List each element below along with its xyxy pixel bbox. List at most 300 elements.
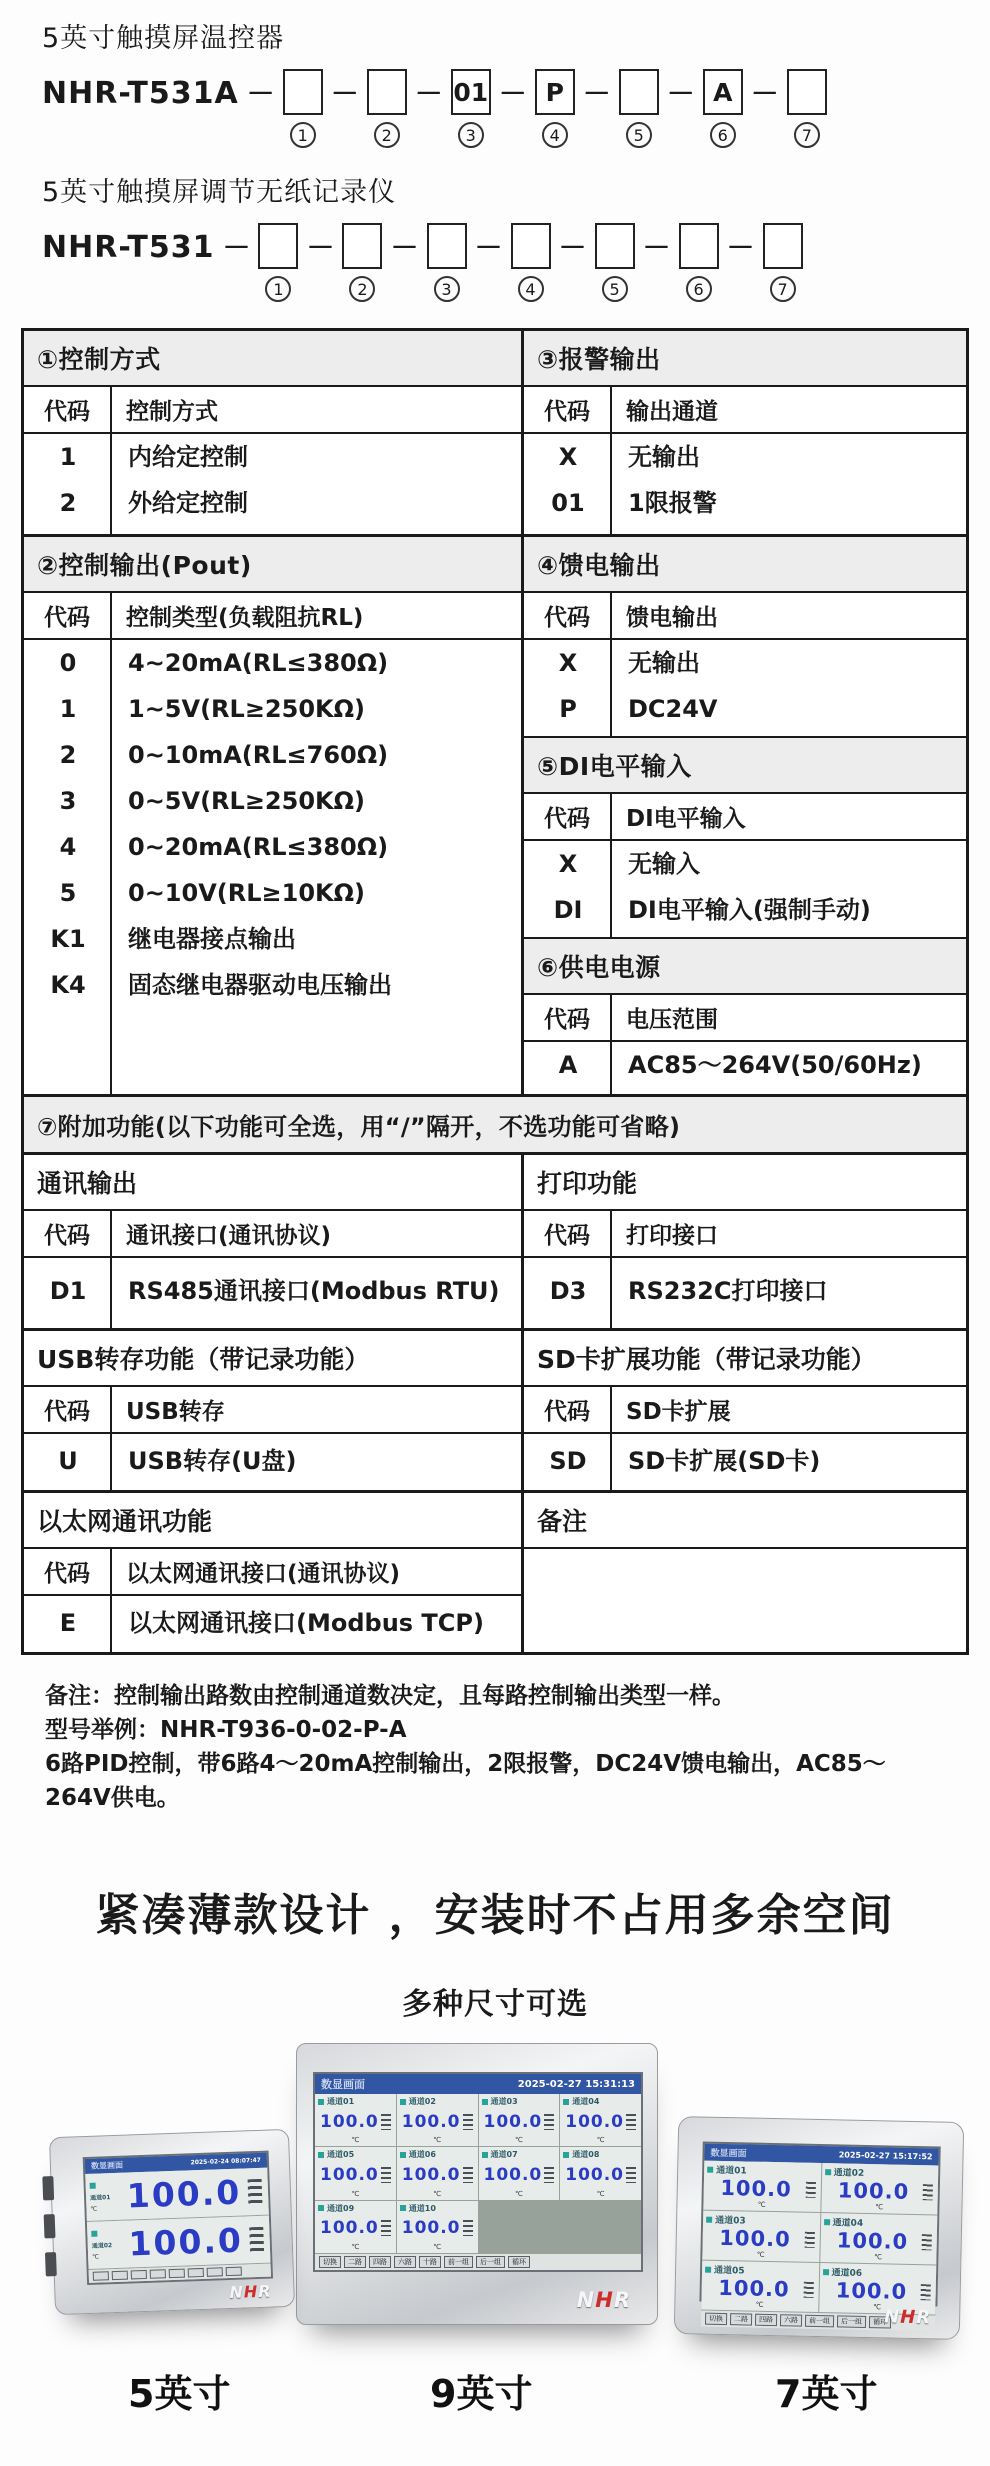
spec-row: [524, 480, 966, 526]
bargraph-icon: [804, 2232, 814, 2248]
spec-desc: 固态继电器驱动电压输出: [128, 971, 392, 999]
spec-code: 4: [59, 833, 77, 861]
screen-timestamp: 2025-02-27 15:17:52: [838, 2150, 933, 2162]
screen-button: 切换: [705, 2313, 727, 2325]
code-header: 代码: [24, 593, 112, 638]
screen-button: [93, 2271, 109, 2281]
column-divider: [610, 1042, 612, 1094]
nhr-logo: [884, 2306, 931, 2328]
column-divider: [110, 434, 112, 534]
screen-title: 数显画面: [321, 2078, 365, 2091]
channel-value: 100.0: [718, 2275, 790, 2302]
spec-row: [524, 1258, 966, 1324]
model-unit: [467, 223, 551, 302]
section-power-supply: [524, 937, 966, 1094]
spec-rows: [524, 434, 966, 534]
channel-badge-icon: [563, 2099, 569, 2105]
logo-letter-r: R: [916, 2307, 932, 2329]
spec-desc: 继电器接点输出: [128, 925, 296, 953]
channel-value: 100.0: [720, 2175, 793, 2202]
section-alarm-output: [524, 331, 966, 534]
code-header: 代码: [524, 387, 612, 432]
channel-cell: [397, 2201, 478, 2253]
spec-row: [24, 732, 521, 778]
screen-button: 四路: [369, 2256, 391, 2268]
screen-button: 十路: [419, 2256, 441, 2268]
device-5inch: [49, 2129, 295, 2315]
model-box: [787, 69, 827, 115]
screen-button: [131, 2270, 147, 2280]
column-divider: [610, 434, 612, 534]
spec-row: [24, 870, 521, 916]
spec-desc: AC85～264V(50/60Hz): [628, 1051, 922, 1079]
model-unit: [323, 69, 407, 148]
screen-button: 切换: [319, 2256, 341, 2268]
desc-header: 输出通道: [626, 399, 718, 425]
model-dash: －: [222, 231, 251, 264]
column-divider: [110, 1596, 112, 1652]
logo-letter-h: H: [243, 2282, 259, 2302]
spec-code: 01: [551, 489, 585, 517]
terminal-connector: [45, 2252, 57, 2276]
model-box: P: [535, 69, 575, 115]
spec-row: [24, 962, 521, 1008]
product-title-controller: 5英寸触摸屏温控器: [42, 23, 285, 54]
logo-letter-h: H: [899, 2306, 917, 2329]
spec-code: K4: [50, 971, 86, 999]
channel-badge-icon: [824, 2219, 830, 2225]
bargraph-icon: [249, 2226, 264, 2252]
channel-label: 通道08: [572, 2150, 600, 2160]
channel-unit: ℃: [596, 2189, 605, 2198]
channel-label: 通道06: [408, 2150, 436, 2160]
spec-row: [524, 686, 966, 732]
column-divider: [110, 1258, 112, 1328]
logo-letter-n: N: [576, 2288, 596, 2312]
channel-rows: [85, 2168, 270, 2270]
screen-button: 后一组: [476, 2256, 505, 2268]
spec-row: [24, 1434, 521, 1488]
column-divider: [110, 1434, 112, 1490]
product-title-recorder: 5英寸触摸屏调节无纸记录仪: [42, 177, 397, 208]
channel-badge-icon: [400, 2152, 406, 2158]
screen-title: 数显画面: [90, 2160, 124, 2171]
column-header-row: [524, 1387, 966, 1434]
model-dash: －: [246, 77, 275, 110]
model-prefix: NHR-T531A: [42, 76, 239, 111]
model-dash: －: [306, 231, 335, 264]
spec-rows: [524, 1258, 966, 1328]
spec-code: X: [558, 649, 578, 677]
section-sd: [524, 1331, 966, 1490]
channel-value: 100.0: [565, 2111, 625, 2132]
bargraph-icon: [463, 2220, 473, 2236]
column-header-row: [524, 1211, 966, 1258]
section-title: 打印功能: [524, 1155, 966, 1211]
channel-value: 100.0: [126, 2172, 242, 2216]
channel-unit: ℃: [596, 2136, 605, 2145]
screen-title: 数显画面: [710, 2148, 747, 2160]
model-boxes: [214, 223, 802, 302]
channel-cell: [560, 2147, 641, 2199]
screen-timestamp: 2025-02-24 08:07:47: [190, 2156, 262, 2167]
model-box: [619, 69, 659, 115]
model-box-number: 4: [542, 122, 568, 148]
model-dash: －: [414, 77, 443, 110]
desc-header: 馈电输出: [626, 605, 718, 631]
channel-grid: [315, 2094, 641, 2254]
bargraph-icon: [921, 2284, 931, 2300]
channel-grid: [701, 2161, 938, 2316]
spec-desc: 1~5V(RL≥250KΩ): [128, 695, 365, 723]
spec-row: [24, 778, 521, 824]
spec-code: P: [559, 695, 577, 723]
channel-label: 通道09: [327, 2203, 355, 2213]
nhr-logo: [577, 2288, 631, 2312]
channel-unit: ℃: [756, 2250, 765, 2259]
spec-rows: [24, 434, 521, 534]
desc-header: USB转存: [126, 1399, 225, 1425]
channel-badge-icon: [400, 2099, 406, 2105]
section-control-mode: [24, 331, 521, 534]
spec-row: [24, 1596, 521, 1650]
desc-header: DI电平输入: [626, 806, 746, 832]
spec-rows: [524, 841, 966, 937]
bargraph-icon: [463, 2114, 473, 2130]
model-box-number: 5: [602, 276, 628, 302]
bargraph-icon: [803, 2282, 813, 2298]
channel-label: 通道01: [716, 2165, 747, 2177]
channel-cell: [701, 2261, 819, 2312]
spec-desc: 外给定控制: [128, 489, 248, 517]
model-box-number: 1: [290, 122, 316, 148]
model-box-number: 1: [265, 276, 291, 302]
column-header-row: [524, 794, 966, 841]
section-usb: [24, 1331, 521, 1490]
column-header-row: [24, 387, 521, 434]
section-control-output: [24, 537, 521, 1094]
model-box-number: 7: [794, 122, 820, 148]
spec-code: X: [558, 443, 578, 471]
model-box: [258, 223, 298, 269]
model-line-recorder: [42, 223, 990, 302]
channel-unit: ℃: [755, 2300, 764, 2309]
model-unit: [659, 69, 743, 148]
channel-value: 100.0: [127, 2220, 244, 2264]
channel-cell: [702, 2211, 820, 2262]
spec-desc: 0~10mA(RL≤760Ω): [128, 741, 389, 769]
banner-headline: 紧凑薄款设计 ，安装时不占用多余空间: [95, 1890, 895, 1941]
spec-row: [24, 686, 521, 732]
model-unit: [719, 223, 803, 302]
spec-row: [524, 434, 966, 480]
model-unit: [491, 69, 575, 148]
channel-unit: ℃: [90, 2205, 98, 2213]
spec-desc: 内给定控制: [128, 443, 248, 471]
device-9inch: [296, 2043, 658, 2325]
channel-unit: ℃: [351, 2189, 360, 2198]
spec-table: [21, 328, 969, 1655]
model-unit: [635, 223, 719, 302]
spec-row: [24, 480, 521, 526]
model-unit: [239, 69, 323, 148]
column-header-row: [24, 1387, 521, 1434]
channel-label: 通道02: [91, 2241, 113, 2250]
screen-button: 四路: [755, 2314, 777, 2326]
channel-cell: [703, 2161, 821, 2212]
section-ethernet: [24, 1493, 521, 1652]
channel-label: 通道01: [327, 2097, 355, 2106]
model-unit: [407, 69, 491, 148]
spec-code: K1: [50, 925, 86, 953]
column-divider: [610, 640, 612, 736]
screen-button: 前一组: [444, 2256, 473, 2268]
channel-unit: ℃: [351, 2242, 360, 2251]
spec-row: [524, 1434, 966, 1488]
table-split-2: [24, 537, 966, 1097]
channel-badge-icon: [825, 2169, 831, 2175]
spec-rows: [24, 1434, 521, 1490]
model-dash: －: [390, 231, 419, 264]
channel-badge-icon: [563, 2152, 569, 2158]
channel-label: 通道03: [715, 2215, 746, 2227]
section-title: 备注: [524, 1493, 966, 1549]
spec-code: 5: [59, 879, 77, 907]
spec-code: 3: [59, 787, 77, 815]
model-box-number: 5: [626, 122, 652, 148]
model-box: [342, 223, 382, 269]
desc-header: 通讯接口(通讯协议): [126, 1223, 332, 1249]
spec-desc: 0~10V(RL≥10KΩ): [128, 879, 365, 907]
bargraph-icon: [381, 2114, 391, 2130]
spec-row: [24, 1258, 521, 1324]
screen-button: [112, 2271, 128, 2281]
bargraph-icon: [381, 2220, 391, 2236]
logo-letter-r: R: [257, 2281, 272, 2302]
model-box: [763, 223, 803, 269]
channel-label: 通道01: [89, 2193, 111, 2202]
channel-badge-icon: [823, 2269, 829, 2275]
model-box-number: 3: [458, 122, 484, 148]
channel-label: 通道04: [572, 2097, 600, 2106]
model-box-number: 6: [710, 122, 736, 148]
model-box: [367, 69, 407, 115]
spec-desc: SD卡扩展(SD卡): [628, 1447, 821, 1475]
model-box-number: 4: [518, 276, 544, 302]
spec-code: X: [558, 850, 578, 878]
model-box: [427, 223, 467, 269]
channel-value: 100.0: [401, 2111, 461, 2132]
bargraph-icon: [381, 2167, 391, 2183]
spec-code: U: [58, 1447, 78, 1475]
spec-code: A: [558, 1051, 578, 1079]
screen-button: [207, 2267, 223, 2277]
channel-value: 100.0: [483, 2164, 543, 2185]
channel-label: 通道06: [831, 2268, 863, 2279]
code-header: 代码: [524, 995, 612, 1040]
spec-code: DI: [553, 896, 583, 924]
device-size-label: 7英寸: [775, 2372, 878, 2416]
column-header-row: [24, 1211, 521, 1258]
section-remark: [524, 1493, 966, 1652]
model-box-number: 6: [686, 276, 712, 302]
screen-button: [188, 2268, 204, 2278]
column-header-row: [524, 995, 966, 1042]
spec-row: [24, 824, 521, 870]
spec-desc: 0~5V(RL≥250KΩ): [128, 787, 365, 815]
table-split-4: [24, 1331, 966, 1493]
screen-button: 循环: [508, 2256, 530, 2268]
channel-value: 100.0: [565, 2164, 625, 2185]
bargraph-icon: [805, 2182, 815, 2198]
section-extra-functions-title: ⑦附加功能(以下功能可全选，用“/”隔开，不选功能可省略): [24, 1097, 966, 1155]
spec-desc: DC24V: [628, 695, 718, 723]
logo-letter-r: R: [613, 2288, 631, 2312]
desc-header: 打印接口: [626, 1223, 718, 1249]
section-comm-output: [24, 1155, 521, 1328]
column-header-row: [24, 1549, 521, 1596]
spec-code: 1: [59, 695, 77, 723]
terminal-connector: [44, 2214, 56, 2238]
channel-value: 100.0: [401, 2164, 461, 2185]
channel-cell: [820, 2213, 938, 2264]
channel-label: 通道02: [408, 2097, 436, 2106]
channel-cell: [821, 2163, 939, 2214]
bargraph-icon: [626, 2167, 636, 2183]
model-dash: －: [642, 231, 671, 264]
bargraph-icon: [544, 2114, 554, 2130]
spec-row: [24, 916, 521, 962]
channel-badge-icon: [482, 2152, 488, 2158]
channel-badge-icon: [705, 2266, 711, 2272]
notes: [45, 1679, 948, 1815]
spec-code: 2: [59, 741, 77, 769]
channel-unit: ℃: [433, 2136, 442, 2145]
logo-letter-h: H: [595, 2288, 614, 2312]
remark-empty-cell: [524, 1549, 966, 1652]
channel-cell: [85, 2168, 269, 2222]
section-title: ④馈电输出: [524, 537, 966, 593]
model-unit: [214, 223, 298, 302]
bargraph-icon: [923, 2184, 933, 2200]
model-box-number: 7: [770, 276, 796, 302]
column-divider: [610, 1434, 612, 1490]
bargraph-icon: [463, 2167, 473, 2183]
screen-button: 前一组: [805, 2315, 834, 2328]
channel-value: 100.0: [401, 2218, 461, 2239]
channel-value: 100.0: [319, 2164, 379, 2185]
screen-button: 循环: [869, 2316, 891, 2328]
device-7inch: [674, 2116, 965, 2340]
logo-letter-n: N: [883, 2306, 901, 2328]
channel-badge-icon: [90, 2182, 96, 2188]
spec-desc: 无输出: [628, 649, 700, 677]
channel-cell: [315, 2147, 396, 2199]
model-dash: －: [666, 77, 695, 110]
logo-letter-n: N: [229, 2282, 245, 2303]
table-split-1: [24, 331, 966, 537]
channel-cell: [479, 2094, 560, 2146]
section-title: ③报警输出: [524, 331, 966, 387]
model-dash: －: [474, 231, 503, 264]
spec-desc: RS232C打印接口: [628, 1277, 828, 1305]
section-title: ⑥供电电源: [524, 939, 966, 995]
channel-badge-icon: [318, 2205, 324, 2211]
channel-label: 通道02: [833, 2168, 865, 2179]
spec-desc: 1限报警: [628, 489, 717, 517]
channel-label: 通道05: [327, 2150, 355, 2160]
screen-button: [150, 2269, 166, 2279]
spec-rows: [524, 1042, 966, 1094]
bargraph-icon: [922, 2234, 932, 2250]
column-header-row: [524, 593, 966, 640]
spec-code: 2: [59, 489, 77, 517]
device-size-label: 5英寸: [128, 2372, 231, 2416]
channel-unit: ℃: [514, 2189, 523, 2198]
channel-cell: [479, 2147, 560, 2199]
channel-cell: [315, 2094, 396, 2146]
model-unit: [575, 69, 659, 148]
spec-row: [524, 640, 966, 686]
code-header: 代码: [24, 387, 112, 432]
model-dash: －: [558, 231, 587, 264]
model-box: A: [703, 69, 743, 115]
code-header: 代码: [524, 1387, 612, 1432]
channel-label: 通道05: [713, 2265, 745, 2277]
spec-rows: [24, 1596, 521, 1652]
section-title: 通讯输出: [24, 1155, 521, 1211]
model-box: [595, 223, 635, 269]
model-box: 01: [451, 69, 491, 115]
desc-header: 控制类型(负载阻抗RL): [126, 605, 364, 631]
model-box-number: 2: [349, 276, 375, 302]
section-print: [524, 1155, 966, 1328]
spec-desc: 0~20mA(RL≤380Ω): [128, 833, 389, 861]
channel-badge-icon: [318, 2099, 324, 2105]
spec-desc: 4~20mA(RL≤380Ω): [128, 649, 389, 677]
screen-button: 六路: [394, 2256, 416, 2268]
channel-cell: [560, 2094, 641, 2146]
spec-desc: 无输出: [628, 443, 700, 471]
channel-badge-icon: [318, 2152, 324, 2158]
model-dash: －: [498, 77, 527, 110]
device-size-label: 9英寸: [430, 2372, 533, 2416]
channel-unit: ℃: [873, 2303, 882, 2312]
column-divider: [610, 1258, 612, 1328]
channel-unit: ℃: [433, 2189, 442, 2198]
section-feed-output: [524, 537, 966, 736]
model-box-number: 2: [374, 122, 400, 148]
model-boxes: [239, 69, 827, 148]
channel-badge-icon: [91, 2230, 97, 2236]
channel-value: 100.0: [719, 2225, 791, 2252]
spec-rows: [524, 640, 966, 736]
note-line: 备注：控制输出路数由控制通道数决定，且每路控制输出类型一样。: [45, 1683, 735, 1709]
channel-unit: ℃: [92, 2253, 100, 2261]
channel-value: 100.0: [836, 2228, 909, 2254]
channel-badge-icon: [706, 2216, 712, 2222]
model-box-number: 3: [434, 276, 460, 302]
channel-unit: ℃: [433, 2242, 442, 2251]
column-divider: [610, 841, 612, 937]
bargraph-icon: [248, 2178, 263, 2204]
device-screen: [699, 2142, 940, 2327]
section-title: SD卡扩展功能（带记录功能）: [524, 1331, 966, 1387]
spec-desc: 无输入: [628, 850, 700, 878]
desc-header: SD卡扩展: [626, 1399, 731, 1425]
bargraph-icon: [626, 2114, 636, 2130]
section-title: 以太网通讯功能: [24, 1493, 521, 1549]
